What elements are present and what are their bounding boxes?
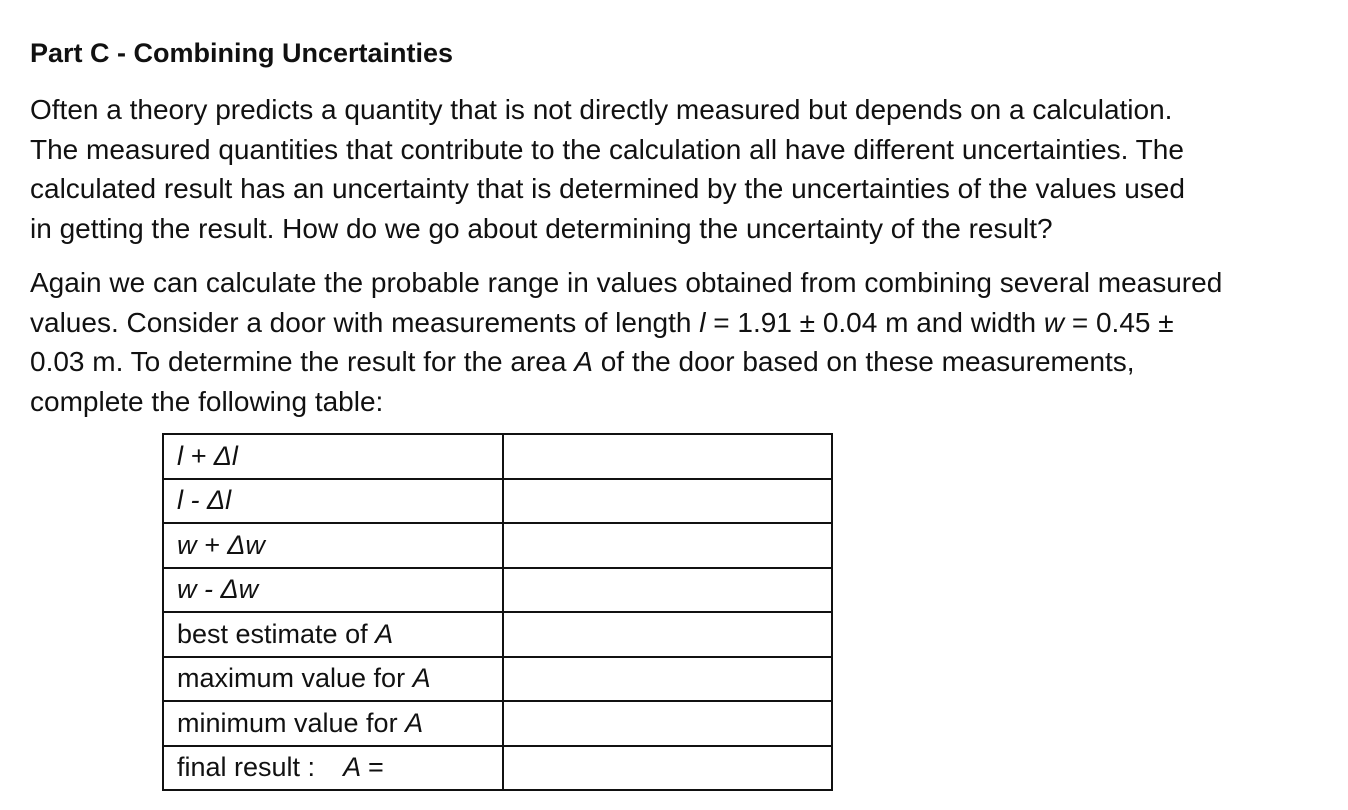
answer-cell[interactable] <box>503 523 832 568</box>
instructions-paragraph <box>30 263 1222 421</box>
row-label: minimum value for A <box>163 701 503 746</box>
table-row <box>163 434 832 479</box>
row-label: final result : A = <box>163 746 503 791</box>
table-row <box>163 746 832 791</box>
row-label: best estimate of A <box>163 612 503 657</box>
table-row <box>163 479 832 524</box>
answer-cell[interactable] <box>503 479 832 524</box>
paragraph-line: The measured quantities that contribute to the calculation all have different uncertainties. The <box>30 133 1184 165</box>
table-row <box>163 568 832 613</box>
area-variable: A <box>405 707 424 738</box>
table-row <box>163 701 832 746</box>
intro-paragraph <box>30 90 1185 248</box>
table-row <box>163 523 832 568</box>
row-label: l + Δl <box>163 434 503 479</box>
answer-cell[interactable] <box>503 657 832 702</box>
row-label: l - Δl <box>163 479 503 524</box>
length-variable: l <box>699 306 706 338</box>
row-label: w + Δw <box>163 523 503 568</box>
answer-cell[interactable] <box>503 746 832 791</box>
row-label: w - Δw <box>163 568 503 613</box>
width-variable: w <box>1043 306 1065 338</box>
answer-cell[interactable] <box>503 568 832 613</box>
answer-cell[interactable] <box>503 701 832 746</box>
paragraph-line: 0.03 m. To determine the result for the area A of the door based on these measurements, <box>30 346 1135 377</box>
paragraph-line: in getting the result. How do we go about determining the uncertainty of the result? <box>30 212 1053 244</box>
table-row <box>163 612 832 657</box>
paragraph-line: calculated result has an uncertainty that is determined by the uncertainties of the values used <box>30 173 1185 204</box>
table-row <box>163 657 832 702</box>
paragraph-line: Again we can calculate the probable range in values obtained from combining several measured <box>30 267 1223 298</box>
uncertainty-table <box>162 433 833 791</box>
section-heading: Part C - Combining Uncertainties <box>30 38 454 68</box>
answer-cell[interactable] <box>503 612 832 657</box>
paragraph-line: Often a theory predicts a quantity that is not directly measured but depends on a calculation. <box>30 94 1173 125</box>
area-variable: A <box>375 618 394 649</box>
area-variable: A <box>412 663 431 694</box>
answer-cell[interactable] <box>503 434 832 479</box>
row-label: maximum value for A <box>163 657 503 702</box>
area-variable: A <box>574 346 593 377</box>
area-variable: A = <box>343 752 384 783</box>
paragraph-line: complete the following table: <box>30 385 384 417</box>
paragraph-line: values. Consider a door with measurements of length l = 1.91 ± 0.04 m and width w = 0.45 ± <box>30 306 1174 338</box>
